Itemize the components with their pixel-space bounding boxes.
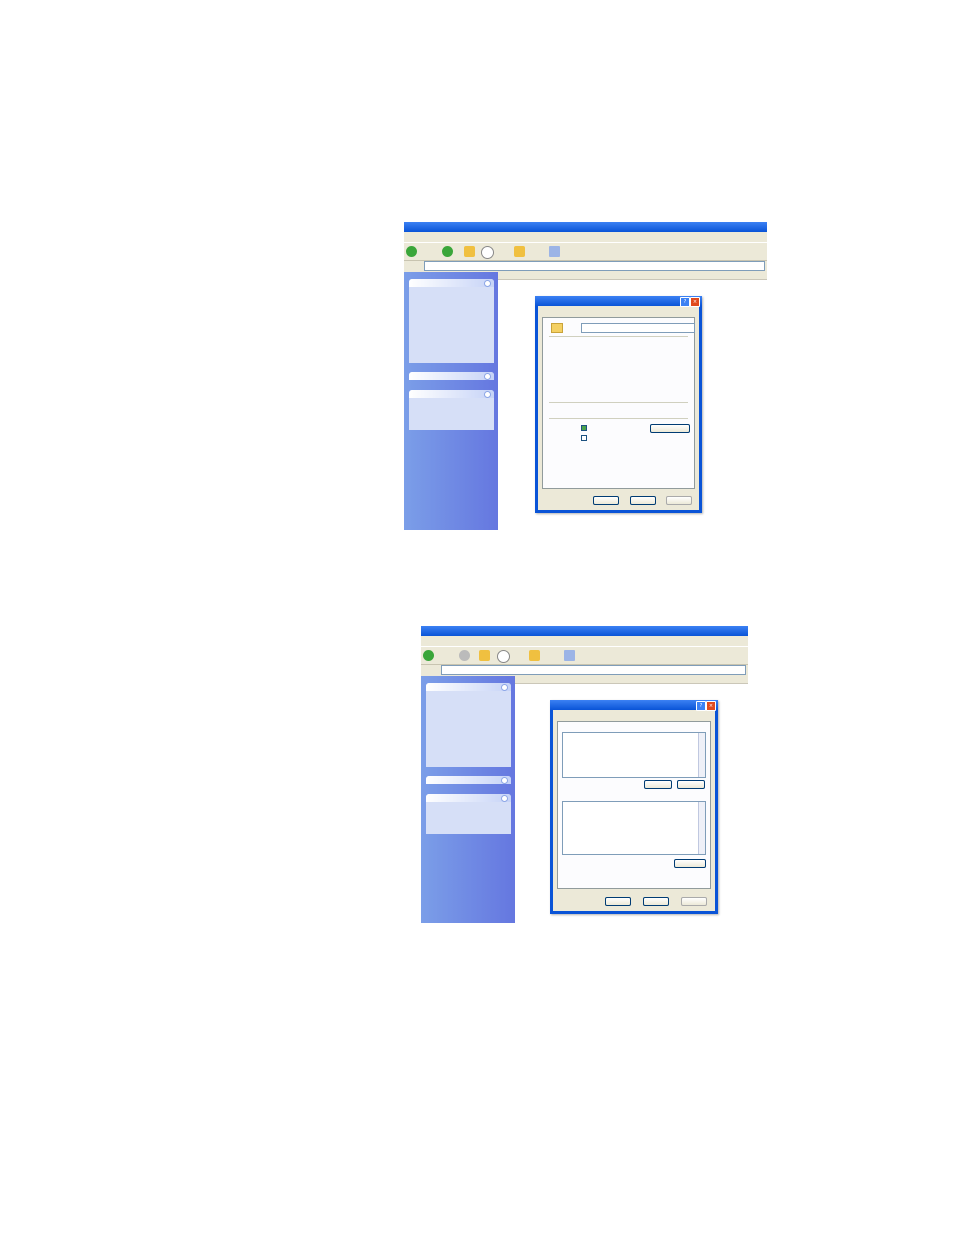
folders-icon[interactable] xyxy=(529,650,540,661)
readonly-checkbox[interactable] xyxy=(581,425,589,432)
up-folder-icon[interactable] xyxy=(479,650,490,661)
collapse-icon[interactable] xyxy=(484,280,491,287)
menu-bar[interactable] xyxy=(404,233,767,241)
apply-button[interactable] xyxy=(681,897,707,906)
ok-button[interactable] xyxy=(605,897,631,906)
details-panel xyxy=(426,794,511,834)
back-icon[interactable] xyxy=(423,650,434,661)
tasks-header[interactable] xyxy=(409,279,494,287)
expand-icon[interactable] xyxy=(484,373,491,380)
advanced-button[interactable] xyxy=(674,859,706,868)
file-folder-tasks-panel xyxy=(426,683,511,767)
window-title xyxy=(404,222,767,232)
advanced-button[interactable] xyxy=(650,424,690,433)
details-panel xyxy=(409,390,494,430)
properties-dialog xyxy=(535,296,702,513)
address-input[interactable] xyxy=(424,261,765,271)
toolbar xyxy=(404,242,767,261)
collapse-icon[interactable] xyxy=(501,684,508,691)
cancel-button[interactable] xyxy=(630,496,656,505)
apply-button[interactable] xyxy=(666,496,692,505)
column-header[interactable] xyxy=(515,676,748,684)
folder-icon xyxy=(551,323,563,333)
add-button[interactable] xyxy=(644,780,672,789)
up-folder-icon[interactable] xyxy=(464,246,475,257)
back-icon[interactable] xyxy=(406,246,417,257)
search-icon[interactable] xyxy=(497,650,510,663)
menu-bar[interactable] xyxy=(421,637,748,645)
expand-icon[interactable] xyxy=(501,777,508,784)
views-icon[interactable] xyxy=(549,246,560,257)
window-title xyxy=(421,626,748,636)
help-icon[interactable]: ? xyxy=(696,701,706,711)
tasks-header[interactable] xyxy=(426,683,511,691)
task-pane xyxy=(404,272,498,530)
file-folder-tasks-panel xyxy=(409,279,494,363)
scrollbar[interactable] xyxy=(698,733,705,777)
views-icon[interactable] xyxy=(564,650,575,661)
screenshot-isrp-explorer xyxy=(421,626,748,923)
other-places-panel[interactable] xyxy=(426,776,511,784)
close-icon[interactable]: × xyxy=(706,701,716,711)
toolbar xyxy=(421,646,748,665)
forward-icon[interactable] xyxy=(459,650,470,661)
collapse-icon[interactable] xyxy=(484,391,491,398)
security-tab-panel xyxy=(557,721,711,889)
search-icon[interactable] xyxy=(481,246,494,259)
close-icon[interactable]: × xyxy=(690,297,700,307)
address-bar xyxy=(421,664,748,674)
address-bar xyxy=(404,260,767,270)
help-icon[interactable]: ? xyxy=(680,297,690,307)
folders-icon[interactable] xyxy=(514,246,525,257)
general-tab-panel xyxy=(542,317,695,489)
properties-dialog xyxy=(550,700,718,914)
other-places-panel[interactable] xyxy=(409,372,494,380)
user-list[interactable] xyxy=(562,732,706,778)
collapse-icon[interactable] xyxy=(501,795,508,802)
folder-name-input[interactable] xyxy=(581,323,695,333)
column-header[interactable] xyxy=(498,272,767,280)
forward-icon[interactable] xyxy=(442,246,453,257)
task-pane xyxy=(421,676,515,923)
permissions-list[interactable] xyxy=(562,801,706,855)
ok-button[interactable] xyxy=(593,496,619,505)
cancel-button[interactable] xyxy=(643,897,669,906)
address-input[interactable] xyxy=(441,665,746,675)
remove-button[interactable] xyxy=(677,780,705,789)
hidden-checkbox[interactable] xyxy=(581,435,589,442)
scrollbar[interactable] xyxy=(698,802,705,854)
screenshot-wms-explorer xyxy=(404,222,767,530)
